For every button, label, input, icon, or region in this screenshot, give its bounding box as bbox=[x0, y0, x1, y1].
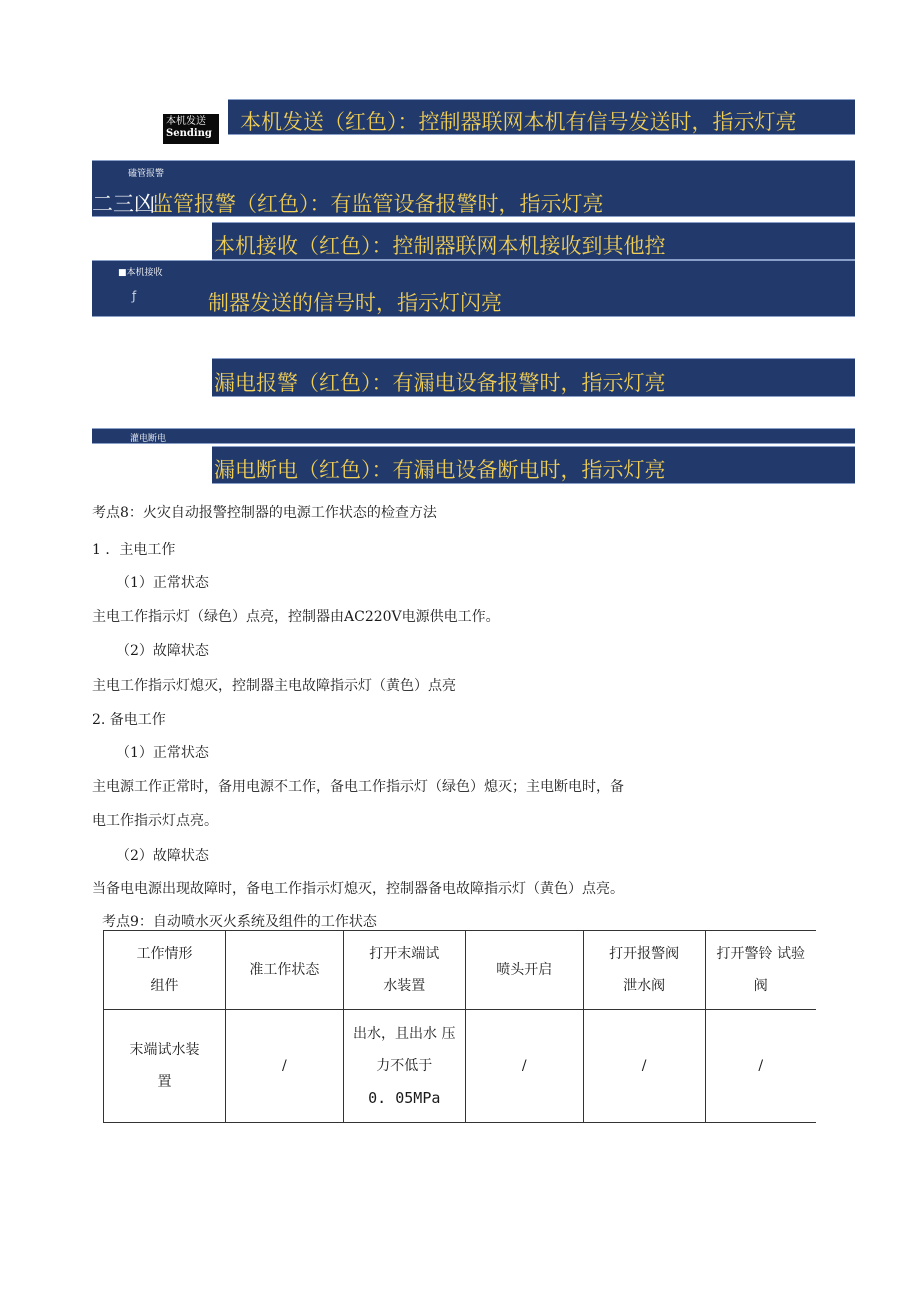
row-sprinkler-value: / bbox=[521, 1058, 527, 1074]
row-standby-value: / bbox=[282, 1058, 287, 1074]
header-cell-open-drain-valve bbox=[583, 931, 705, 1010]
sending-bar-text: 本机发送（红色）：控制器联网本机有信号发送时，指示灯亮 bbox=[240, 110, 797, 134]
section-1-title: 1 ．主电工作 bbox=[92, 542, 176, 558]
row-cell-bell-test bbox=[705, 1010, 816, 1123]
section-2-fault: （2）故障状态 bbox=[116, 848, 209, 864]
receiving-text-line1: 本机接收（红色）：控制器联网本机接收到其他控 bbox=[214, 234, 666, 258]
sending-badge-cn: 本机发送 bbox=[166, 116, 206, 127]
receiving-mark: ƒ bbox=[132, 289, 137, 303]
receiving-bar-top bbox=[212, 222, 855, 260]
row-component-line2: 置 bbox=[157, 1074, 172, 1090]
header-cell-scenario bbox=[104, 931, 226, 1010]
leakage-cutoff-label-strip bbox=[92, 428, 855, 444]
heading-kaodian9: 考点9：自动喷水灭火系统及组件的工作状态 bbox=[102, 914, 377, 930]
sending-bar bbox=[228, 99, 855, 135]
row-drain-value: / bbox=[641, 1058, 647, 1074]
header-bell-line2: 阀 bbox=[753, 978, 768, 994]
section-2-normal: （1）正常状态 bbox=[116, 745, 209, 761]
header-cell-sprinkler-open bbox=[465, 931, 583, 1010]
header-bell-line1: 打开警铃 试验 bbox=[716, 946, 805, 962]
supervision-text: 监管报警（红色）：有监管设备报警时，指示灯亮 bbox=[152, 192, 604, 216]
leakage-cutoff-label: 灌电断电 bbox=[130, 434, 167, 444]
leakage-cutoff-bar bbox=[212, 446, 855, 484]
leakage-cutoff-text: 漏电断电（红色）：有漏电设备断电时，指示灯亮 bbox=[214, 458, 666, 482]
header-cell-bell-test-valve bbox=[705, 931, 816, 1010]
header-drain-line2: 泄水阀 bbox=[623, 978, 666, 994]
section-2-normal-text-2: 电工作指示灯点亮。 bbox=[92, 813, 218, 829]
header-open-test-line1: 打开末端试 bbox=[369, 946, 440, 962]
row-open-test-pressure: 0. 05MPa bbox=[368, 1089, 441, 1107]
leakage-alarm-text: 漏电报警（红色）：有漏电设备报警时，指示灯亮 bbox=[214, 371, 666, 395]
receiving-text-line2: 制器发送的信号时，指示灯闪亮 bbox=[208, 291, 502, 315]
header-cell-open-test-device bbox=[343, 931, 465, 1010]
header-scenario-line2: 组件 bbox=[150, 978, 179, 994]
table-header-row bbox=[104, 931, 817, 1010]
row-cell-standby bbox=[225, 1010, 343, 1123]
section-1-fault-text: 主电工作指示灯熄灭，控制器主电故障指示灯（黄色）点亮 bbox=[92, 678, 456, 694]
section-1-normal-text: 主电工作指示灯（绿色）点亮，控制器由AC220V电源供电工作。 bbox=[92, 609, 500, 625]
sending-badge bbox=[163, 114, 219, 144]
section-2-fault-text: 当备电电源出现故障时，备电工作指示灯熄灭，控制器备电故障指示灯（黄色）点亮。 bbox=[92, 881, 624, 897]
row-bell-value: / bbox=[758, 1058, 764, 1074]
table-row bbox=[104, 1010, 817, 1123]
row-cell-drain-valve bbox=[583, 1010, 705, 1123]
row-open-test-line1: 出水，且出水 压 bbox=[353, 1026, 456, 1042]
header-open-test-line2: 水装置 bbox=[383, 978, 426, 994]
sending-badge-en: Sending bbox=[166, 128, 212, 139]
header-cell-standby bbox=[225, 931, 343, 1010]
section-1-fault: （2）故障状态 bbox=[116, 643, 209, 659]
header-standby: 准工作状态 bbox=[249, 962, 320, 978]
supervision-bar bbox=[92, 160, 855, 217]
sprinkler-state-table bbox=[103, 930, 816, 1123]
section-2-title: 2. 备电工作 bbox=[92, 712, 166, 728]
header-scenario-line1: 工作情形 bbox=[136, 946, 193, 962]
row-component-line1: 末端试水装 bbox=[129, 1042, 200, 1058]
heading-kaodian8: 考点8：火灾自动报警控制器的电源工作状态的检查方法 bbox=[92, 505, 437, 521]
header-sprinkler-open: 喷头开启 bbox=[496, 962, 553, 978]
receiving-bar-bottom bbox=[92, 260, 855, 317]
row-open-test-line2: 力不低于 bbox=[376, 1058, 433, 1074]
section-2-normal-text-1: 主电源工作正常时，备用电源不工作，备电工作指示灯（绿色）熄灭；主电断电时，备 bbox=[92, 779, 624, 795]
section-1-normal: （1）正常状态 bbox=[116, 575, 209, 591]
row-cell-open-test bbox=[343, 1010, 465, 1123]
row-cell-component bbox=[104, 1010, 226, 1123]
receiving-label: ■本机接收 bbox=[118, 268, 163, 278]
row-cell-sprinkler-open bbox=[465, 1010, 583, 1123]
header-drain-line1: 打开报警阀 bbox=[609, 946, 680, 962]
supervision-prefix: 二三凶 bbox=[92, 192, 155, 216]
supervision-label: 磕管报警 bbox=[128, 169, 165, 179]
leakage-alarm-bar bbox=[212, 358, 855, 397]
